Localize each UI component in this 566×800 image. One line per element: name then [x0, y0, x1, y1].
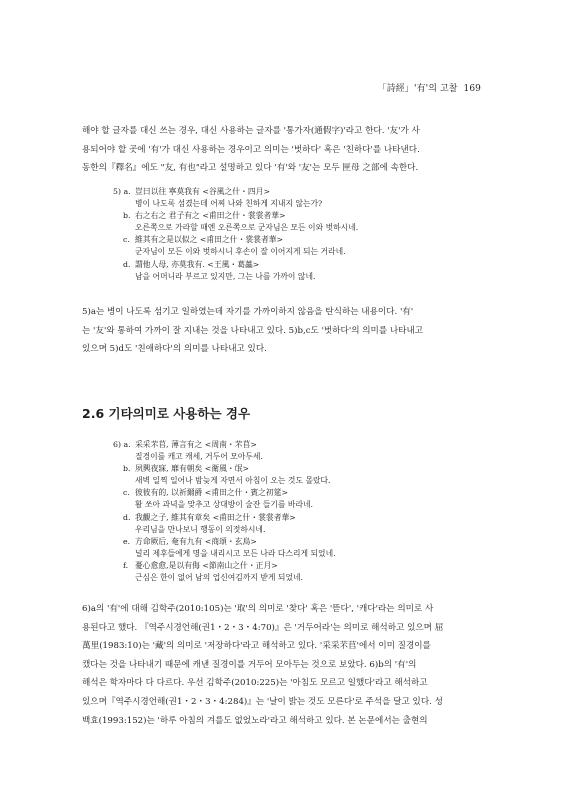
- example-6e: [113, 536, 473, 548]
- paragraph-line: 캤다는 것을 나타내기 때문에 캐낸 질경이를 거두어 모아두는 것으로 보았다. 6)b의 '有'의: [82, 659, 417, 670]
- page-number: 169: [463, 84, 481, 94]
- paragraph-line: 해석은 학자마다 다 다르다. 우선 김학주(2010:225)는 '아침도 모르고 일했다'라고 해석하고: [82, 678, 428, 689]
- example-source: 采采芣苢, 薄言有之 <周南・芣苢>: [135, 440, 257, 449]
- example-label: c.: [123, 235, 130, 245]
- example-block-5: [113, 186, 473, 283]
- example-6f: [113, 560, 473, 572]
- example-5c: [113, 234, 473, 246]
- example-5a: [113, 186, 473, 198]
- example-translation: 오른쪽으로 가라할 때엔 오른쪽으로 군자님은 모든 이와 벗하시네.: [135, 223, 359, 233]
- example-label: c.: [123, 488, 130, 498]
- example-source: 維其有之是以似之 <甫田之什・裳裳者華>: [135, 235, 284, 245]
- example-source: 我觀之子, 維其有章矣 <甫田之什・裳裳者華>: [135, 512, 296, 522]
- example-source: 謂他人母, 亦莫我有. <王風・葛藟>: [135, 259, 260, 269]
- example-label: 5) a.: [113, 187, 131, 196]
- paragraph-line: 용된다고 했다. 『역주시경언해(권1・2・3・4:70)』은 '거두어라'는 의미로 해석하고 있으며 屈: [82, 622, 444, 633]
- paragraph-line: 있으며 5)d도 '친애하다'의 의미를 나타내고 있다.: [82, 344, 267, 355]
- example-label: e.: [123, 536, 131, 546]
- section-heading: 2.6 기타의미로 사용하는 경우: [82, 406, 251, 421]
- example-6a: [113, 439, 473, 451]
- paragraph-line: 동한의『釋名』에도 "友, 有也"라고 설명하고 있다 '有'와 '友'는 모두 匣母 之部에 속한다.: [82, 163, 419, 174]
- example-label: 6) a.: [113, 440, 131, 449]
- paragraph-ex6-analysis: [82, 600, 485, 730]
- example-label: f.: [123, 560, 129, 570]
- example-translation: 군자님이 모든 이와 벗하시니 후손이 잘 이어지게 되는 거라네.: [135, 247, 346, 257]
- example-source: 豈曰以往 寧莫我有 <谷風之什・四月>: [135, 187, 270, 196]
- paragraph-line: 6)a의 '有'에 대해 김학주(2010:105)는 '取'의 의미로 '찾다' 혹은 '뜯다', '캐다'라는 의미로 사: [82, 604, 434, 614]
- example-label: d.: [123, 512, 131, 522]
- example-label: b.: [123, 211, 131, 221]
- example-source: 方命厥后, 奄有九有 <商頌・玄鳥>: [135, 536, 257, 546]
- paragraph-line: 백효(1993:152)는 '하루 아침의 겨를도 없었노라'라고 해석하고 있다. 본 논문에서는 출현의: [82, 715, 428, 726]
- paragraph-line: 萬里(1983:10)는 '藏'의 의미로 '저장하다'라고 해석하고 있다. '采采芣苢'에서 이미 질경이를: [82, 641, 431, 652]
- example-5b: [113, 210, 473, 222]
- example-6b: [113, 463, 473, 475]
- paragraph-tongga: [82, 122, 485, 178]
- example-5d: [113, 259, 473, 271]
- example-translation: 활 쏘아 과녁을 맞추고 상대방이 술잔 들기를 바라네.: [135, 500, 313, 510]
- example-translation: 근심은 한이 없어 남의 업신여김까지 받게 되었네.: [135, 573, 303, 583]
- example-source: 憂心愈愈,是以有侮 <節南山之什・正月>: [135, 560, 278, 570]
- paragraph-line: 용되어야 할 곳에 '有'가 대신 사용하는 경우이고 의미는 '벗하다' 혹은 '친하다'를 나타낸다.: [82, 144, 420, 155]
- example-translation: 질경이를 캐고 캐세, 거두어 모아두세.: [135, 452, 263, 462]
- example-source: 右之右之 君子有之 <甫田之什・裳裳者華>: [135, 211, 286, 221]
- example-label: b.: [123, 464, 131, 474]
- running-header: [378, 81, 481, 94]
- example-source: 彼彼有的, 以祈爾爵 <甫田之什・賓之初筵>: [135, 488, 289, 498]
- example-translation: 병이 나도록 섬겼는데 어찌 나와 친하게 지내지 않는가?: [135, 199, 323, 209]
- example-translation: 새벽 일찍 일어나 밤늦게 자면서 아침이 오는 것도 몰랐다.: [135, 476, 331, 486]
- example-translation: 우리님을 만나보니 행동이 의젓하시네.: [135, 524, 266, 534]
- example-6d: [113, 512, 473, 524]
- example-block-6: [113, 439, 473, 584]
- paragraph-line: 해야 할 글자를 대신 쓰는 경우, 대신 사용하는 글자를 '통가자(通假字)'라고 한다. '友'가 사: [82, 126, 420, 136]
- example-translation: 널리 제후들에게 명을 내리시고 모든 나라 다스리게 되었네.: [135, 548, 336, 558]
- paragraph-line: 있으며『역주시경언해(권1・2・3・4:284)』는 '날이 밝는 것도 모른다'로 주석을 달고 있다. 성: [82, 696, 443, 707]
- example-source: 夙興夜寐, 靡有朝矣 <衛風・氓>: [135, 464, 250, 474]
- example-translation: 남을 어머니라 부르고 있지만, 그는 나를 가까이 않네.: [135, 271, 316, 281]
- example-label: d.: [123, 259, 131, 269]
- example-6c: [113, 487, 473, 499]
- paragraph-line: 는 '友'와 통하여 가까이 잘 지내는 것을 나타내고 있다. 5)b,c도 '벗하다'의 의미를 나타내고: [82, 325, 424, 336]
- running-title: 「詩經」'有'의 고찰: [377, 84, 458, 94]
- paragraph-line: 5)a는 병이 나도록 섬기고 일하였는데 자기를 가까이하지 않음을 탄식하는 내용이다. '有': [82, 307, 414, 317]
- paragraph-ex5-analysis: [82, 303, 485, 359]
